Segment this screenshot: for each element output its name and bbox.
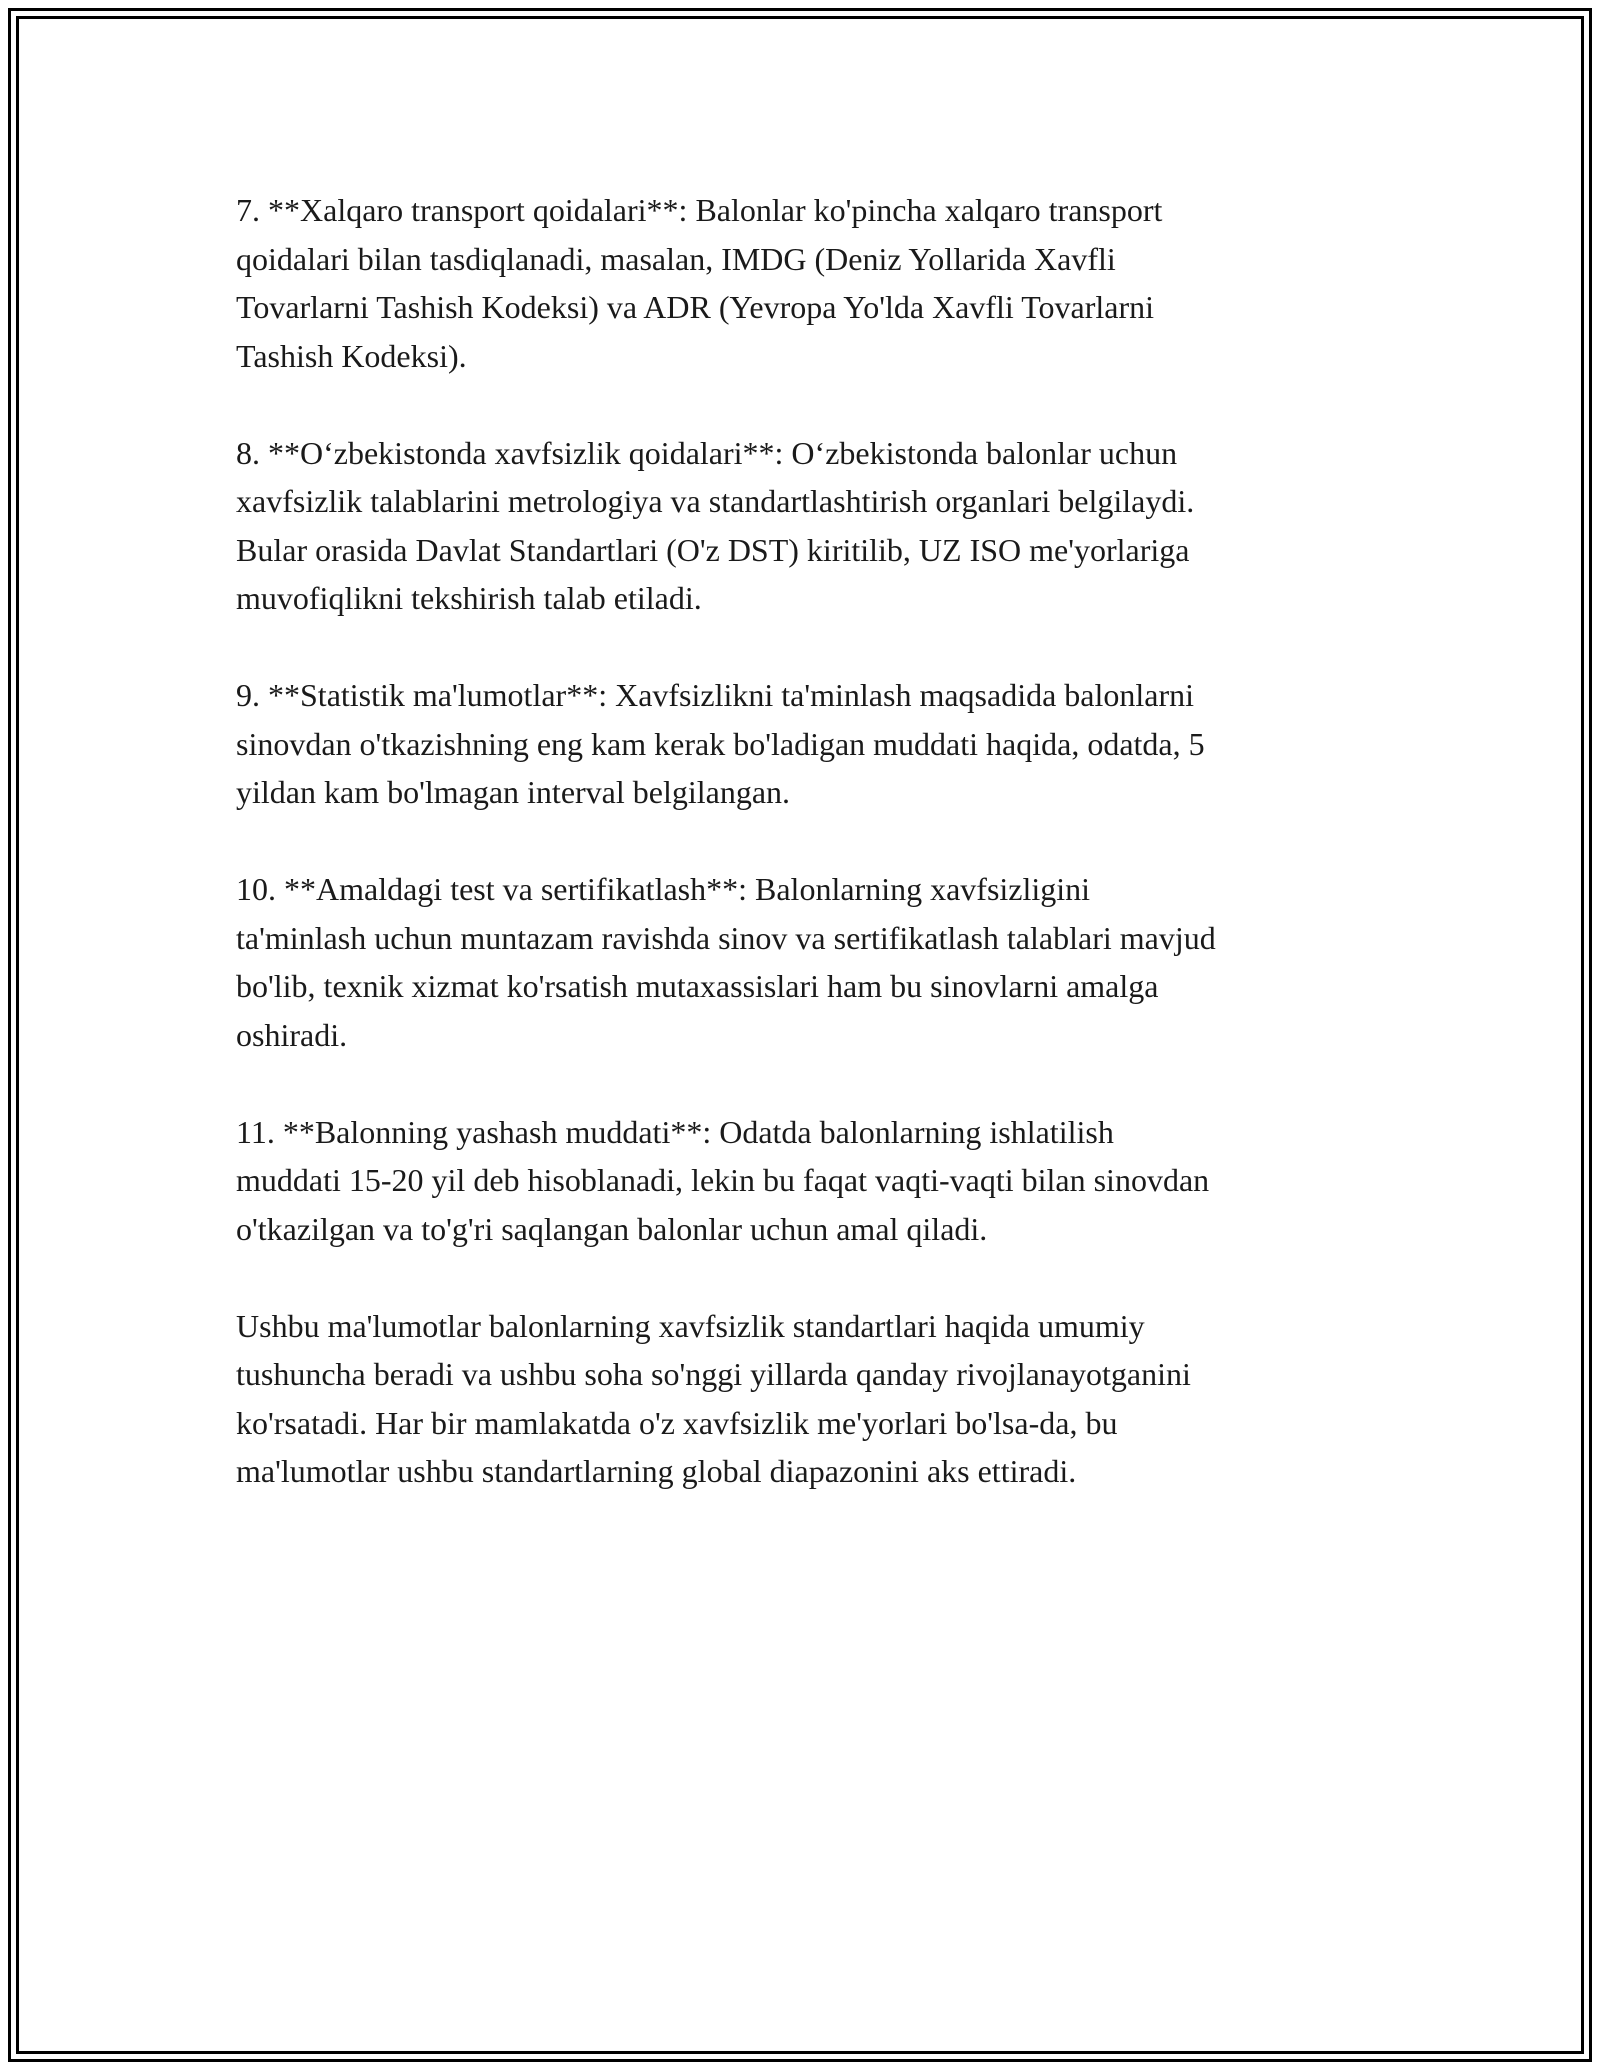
paragraph-item-8: 8. **O‘zbekistonda xavfsizlik qoidalari**: O‘zbekistonda balonlar uchun xavfsizlik talablarini metrologiya va standartlashtirish organlari belgilaydi. Bular orasida Davlat Standartlari (O'z DST) kiritilib, UZ ISO me'yorlariga muvofiqlikni tekshirish talab etiladi. — [236, 434, 1195, 616]
paragraph-item-10: 10. **Amaldagi test va sertifikatlash**: Balonlarning xavfsizligini ta'minlash uchun muntazam ravishda sinov va sertifikatlash talablari mavjud bo'lib, texnik xizmat ko'rsatish mutaxassislari ham bu sinovlarni amalga oshiradi. — [236, 871, 1216, 1053]
document-body — [236, 186, 1376, 1496]
paragraph-item-11: 11. **Balonning yashash muddati**: Odatda balonlarning ishlatilish muddati 15-20 yil deb hisoblanadi, lekin bu faqat vaqti-vaqti bilan sinovdan o'tkazilgan va to'g'ri saqlangan balonlar uchun amal qiladi. — [236, 1113, 1210, 1247]
paragraph-conclusion: Ushbu ma'lumotlar balonlarning xavfsizlik standartlari haqida umumiy tushuncha beradi va ushbu soha so'nggi yillarda qanday rivojlanayotganini ko'rsatadi. Har bir mamlakatda o'z xavfsizlik me'yorlari bo'lsa-da, bu ma'lumotlar ushbu standartlarning global diapazonini aks ettiradi. — [236, 1307, 1191, 1489]
paragraph-item-9: 9. **Statistik ma'lumotlar**: Xavfsizlikni ta'minlash maqsadida balonlarni sinovdan o'tkazishning eng kam kerak bo'ladigan muddati haqida, odatda, 5 yildan kam bo'lmagan interval belgilangan. — [236, 677, 1205, 810]
paragraph-item-7: 7. **Xalqaro transport qoidalari**: Balonlar ko'pincha xalqaro transport qoidalari bilan tasdiqlanadi, masalan, IMDG (Deniz Yollarida Xavfli Tovarlarni Tashish Kodeksi) va ADR (Yevropa Yo'lda Xavfli Tovarlarni Tashish Kodeksi). — [236, 192, 1163, 374]
